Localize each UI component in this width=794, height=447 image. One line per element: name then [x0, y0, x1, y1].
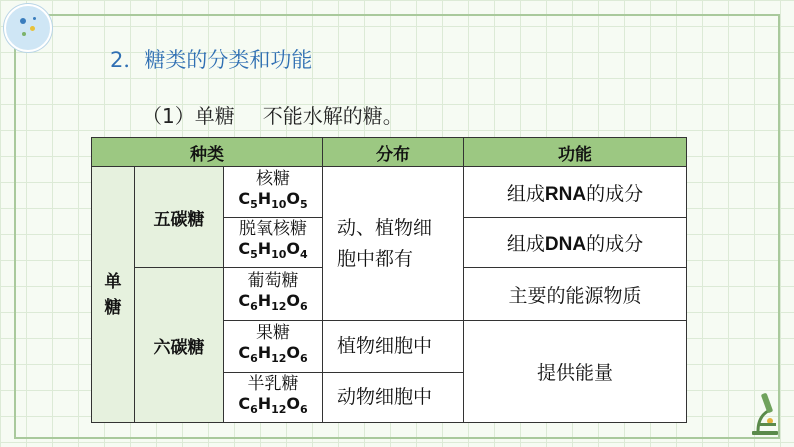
header-function: 功能	[464, 138, 687, 167]
sugar-formula: $C_5H_{10}O_4$	[238, 239, 308, 262]
sugar-name: 果糖	[256, 323, 290, 344]
subheading	[142, 100, 403, 129]
table-row	[92, 167, 687, 218]
sugar-name: 半乳糖	[247, 374, 299, 395]
sugar-cell	[224, 373, 323, 423]
section-heading: 2．糖类的分类和功能	[110, 48, 313, 72]
sugar-formula: $C_6H_{12}O_6$	[238, 343, 308, 366]
distribution-plant: 植物细胞中	[323, 321, 464, 373]
sugar-formula: $C_6H_{12}O_6$	[238, 290, 308, 314]
function-dna: 组成DNA的成分	[464, 218, 687, 268]
sugar-name: 脱氧核糖	[239, 219, 307, 240]
header-distribution: 分布	[323, 138, 464, 167]
function-energy: 主要的能源物质	[464, 268, 687, 321]
function-supply: 提供能量	[464, 321, 687, 423]
sugar-formula: $C_5H_{10}O_5$	[238, 188, 308, 212]
subheading-number: （1）单糖	[142, 104, 235, 128]
sugar-cell	[224, 321, 323, 373]
category-cell	[92, 167, 135, 423]
group-five-cell: 五碳糖	[135, 167, 224, 268]
function-rna: 组成RNA的成分	[464, 167, 687, 218]
category-label: 单糖	[104, 271, 122, 318]
sugar-cell	[224, 268, 323, 321]
sugar-cell	[224, 218, 323, 268]
header-type: 种类	[92, 138, 323, 167]
subheading-description: 不能水解的糖。	[262, 104, 403, 128]
sugar-table	[91, 137, 687, 423]
distribution-animal: 动物细胞中	[323, 373, 464, 423]
group-six-cell: 六碳糖	[135, 268, 224, 423]
sugar-name: 葡萄糖	[247, 270, 299, 291]
microscope-icon	[748, 387, 782, 437]
sugar-formula: $C_6H_{12}O_6$	[238, 394, 308, 417]
distribution-common: 动、植物细胞中都有	[323, 167, 464, 321]
table-header-row	[92, 138, 687, 167]
logo-icon	[4, 4, 52, 52]
sugar-cell	[224, 167, 323, 218]
sugar-name: 核糖	[256, 168, 290, 189]
